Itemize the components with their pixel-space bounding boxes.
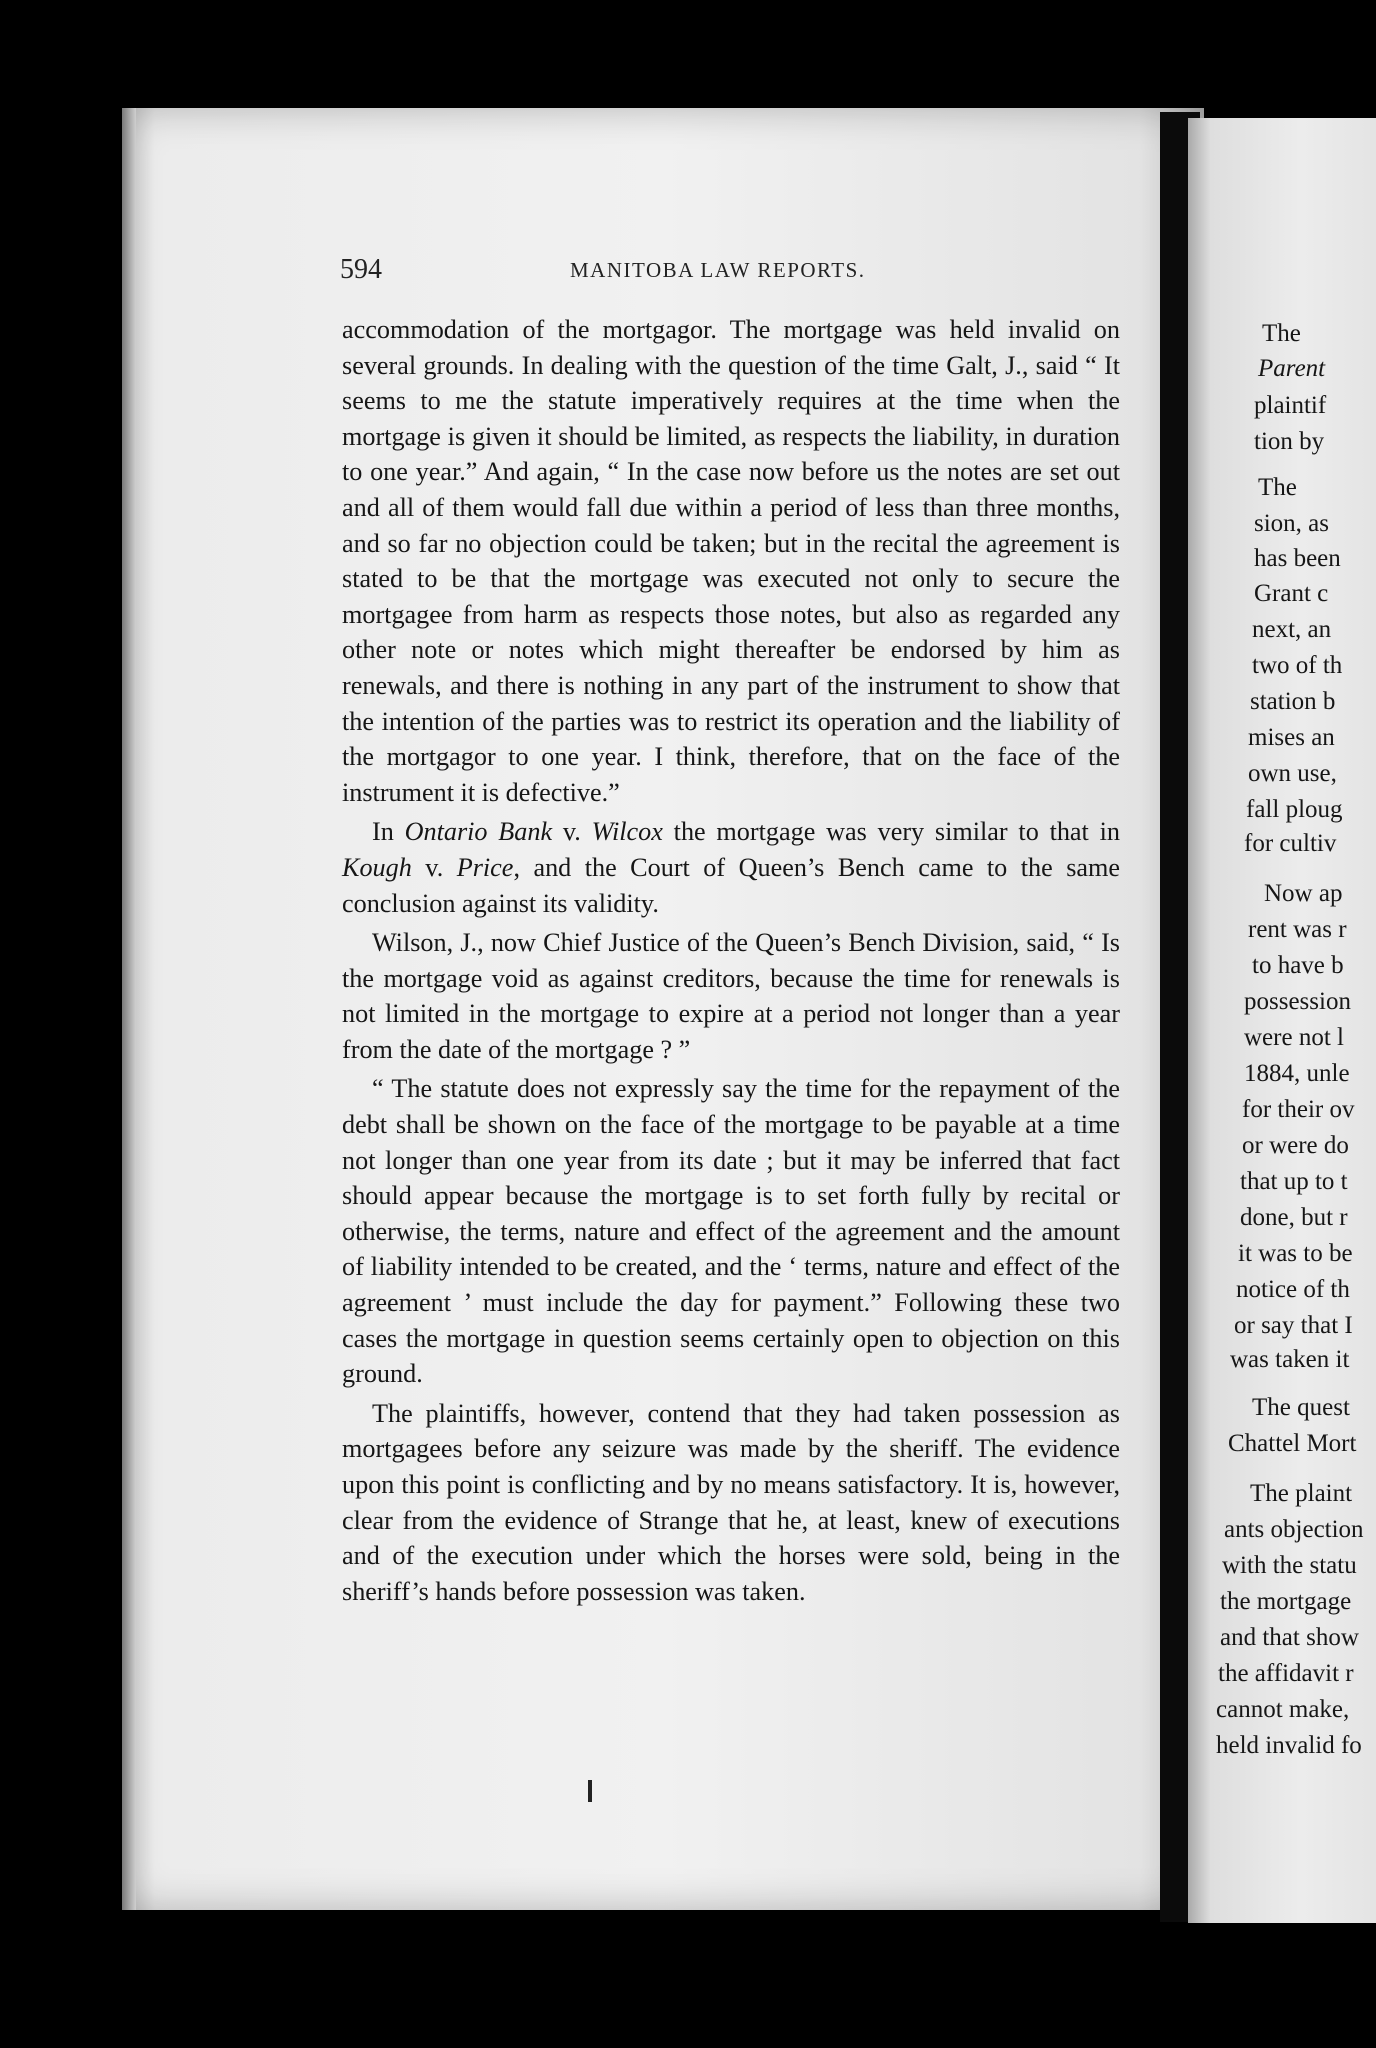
right-page-line: were not l — [1244, 1024, 1344, 1051]
right-page-line: with the statu — [1222, 1552, 1357, 1579]
main-text — [342, 312, 1120, 1613]
case-name: Kough — [342, 852, 412, 882]
text-segment: “ The statute does not expressly say the time for the repayment of the debt shall be shown on the face of the mortgage to be payable at a time not longer than one year from its date ; but it may be inferred that fact should appear because the mortgage is to set forth fully by recital or otherwise, the terms, nature and effect of the agreement and the amount of liability intended to be created, and the ‘ terms, nature and effect of the agreement ’ must include the day for payment.” Following these two cases the mortgage in question seems certainly open to objection on this ground. — [342, 1074, 1120, 1389]
right-page-line: Parent — [1258, 355, 1326, 382]
right-page-line: two of th — [1252, 652, 1343, 679]
right-page-line: plaintif — [1254, 392, 1327, 419]
case-name: Price — [456, 852, 514, 882]
text-segment: In — [372, 817, 405, 847]
right-page-line: next, an — [1252, 616, 1332, 643]
case-name: Ontario Bank — [404, 817, 553, 847]
right-page-line: ants objection — [1224, 1516, 1364, 1543]
right-page-line: it was to be — [1238, 1240, 1353, 1267]
page-header — [340, 254, 1120, 294]
book-page-right — [1188, 118, 1376, 1923]
right-page-line: Grant c — [1254, 580, 1329, 607]
right-page-line: that up to t — [1240, 1168, 1348, 1195]
right-page-line: or say that I — [1234, 1312, 1353, 1339]
text-segment: v. — [411, 852, 457, 882]
right-page-line: The quest — [1252, 1394, 1350, 1421]
right-page-line: the affidavit r — [1218, 1660, 1354, 1687]
right-page-line: The — [1262, 320, 1301, 347]
right-page-line: The plaint — [1250, 1480, 1353, 1507]
right-page-line: mises an — [1248, 724, 1335, 751]
right-page-line: has been — [1254, 545, 1341, 572]
right-page-line: the mortgage — [1220, 1588, 1352, 1615]
text-segment: The plaintiffs, however, contend that they had taken possession as mortgagees before any seizure was made by the sheriff. The evidence upon this point is conflicting and by no means satisfactory. It is, however, clear from the evidence of Strange that he, at least, knew of executions and of the execution under which the horses were sold, being in the sheriff’s hands before possession was taken. — [342, 1398, 1120, 1606]
text-segment: v. — [552, 817, 592, 847]
right-page-line: and that show — [1220, 1624, 1359, 1651]
text-segment: accommodation of the mortgagor. The mortgage was held invalid on several grounds. In dealing with the question of the time Galt, J., said “ It seems to me the statute imperatively requires at the time when the mortgage is given it should be limited, as respects the liability, in duration to one year.” And again, “ In the case now before us the notes are set out and all of them would fall due within a period of less than three months, and so far no objection could be taken; but in the recital the agreement is stated to be that the mortgage was executed not only to secure the mortgagee from harm as respects those notes, but also as regarded any other note or notes which might thereafter be endorsed by him as renewals, and there is nothing in any part of the instrument to show that the intention of the parties was to restrict its operation and the liability of the mortgagor to one year. I think, therefore, that on the face of the instrument it is defective.” — [342, 315, 1120, 807]
right-page-line: was taken it — [1230, 1346, 1350, 1373]
paragraph — [342, 814, 1120, 921]
right-page-line: cannot make, — [1216, 1696, 1350, 1723]
right-page-line: The — [1258, 474, 1297, 501]
right-page-line: done, but r — [1240, 1204, 1348, 1231]
right-page-line: rent was r — [1248, 916, 1347, 943]
right-page-line: possession — [1244, 988, 1351, 1015]
right-page-line: tion by — [1254, 428, 1325, 455]
printer-mark — [588, 1780, 592, 1802]
right-page-line: for their ov — [1242, 1096, 1355, 1123]
right-page-line: to have b — [1252, 952, 1344, 979]
text-segment: the mortgage was very similar to that in — [662, 817, 1120, 847]
text-segment: Wilson, J., now Chief Justice of the Queen’s Bench Division, said, “ Is the mortgage void as against creditors, because the time for renewals is not limited in the mortgage to expire at a period not longer than a year from the date of the mortgage ? ” — [342, 928, 1120, 1064]
paragraph — [342, 925, 1120, 1067]
paragraph — [342, 312, 1120, 810]
right-page-line: held invalid fo — [1216, 1732, 1362, 1759]
right-page-line: or were do — [1242, 1132, 1349, 1159]
right-page-line: 1884, unle — [1244, 1060, 1350, 1087]
page-binding-edge — [122, 108, 136, 1910]
right-page-line: Chattel Mort — [1228, 1430, 1357, 1457]
right-page-line: station b — [1250, 688, 1336, 715]
page-number: 594 — [340, 254, 382, 285]
right-page-line: Now ap — [1264, 880, 1343, 907]
right-page-line: notice of th — [1236, 1276, 1350, 1303]
right-page-line: for cultiv — [1244, 830, 1337, 857]
text-segment: , and the Court of Queen’s Bench came to the same conclusion against its validity. — [342, 852, 1120, 918]
right-page-line: fall ploug — [1246, 796, 1343, 823]
running-head: MANITOBA LAW REPORTS. — [570, 258, 866, 282]
paragraph — [342, 1071, 1120, 1391]
right-page-line: sion, as — [1254, 510, 1329, 537]
right-page-line: own use, — [1248, 760, 1337, 787]
paragraph — [342, 1396, 1120, 1610]
case-name: Wilcox — [591, 817, 663, 847]
